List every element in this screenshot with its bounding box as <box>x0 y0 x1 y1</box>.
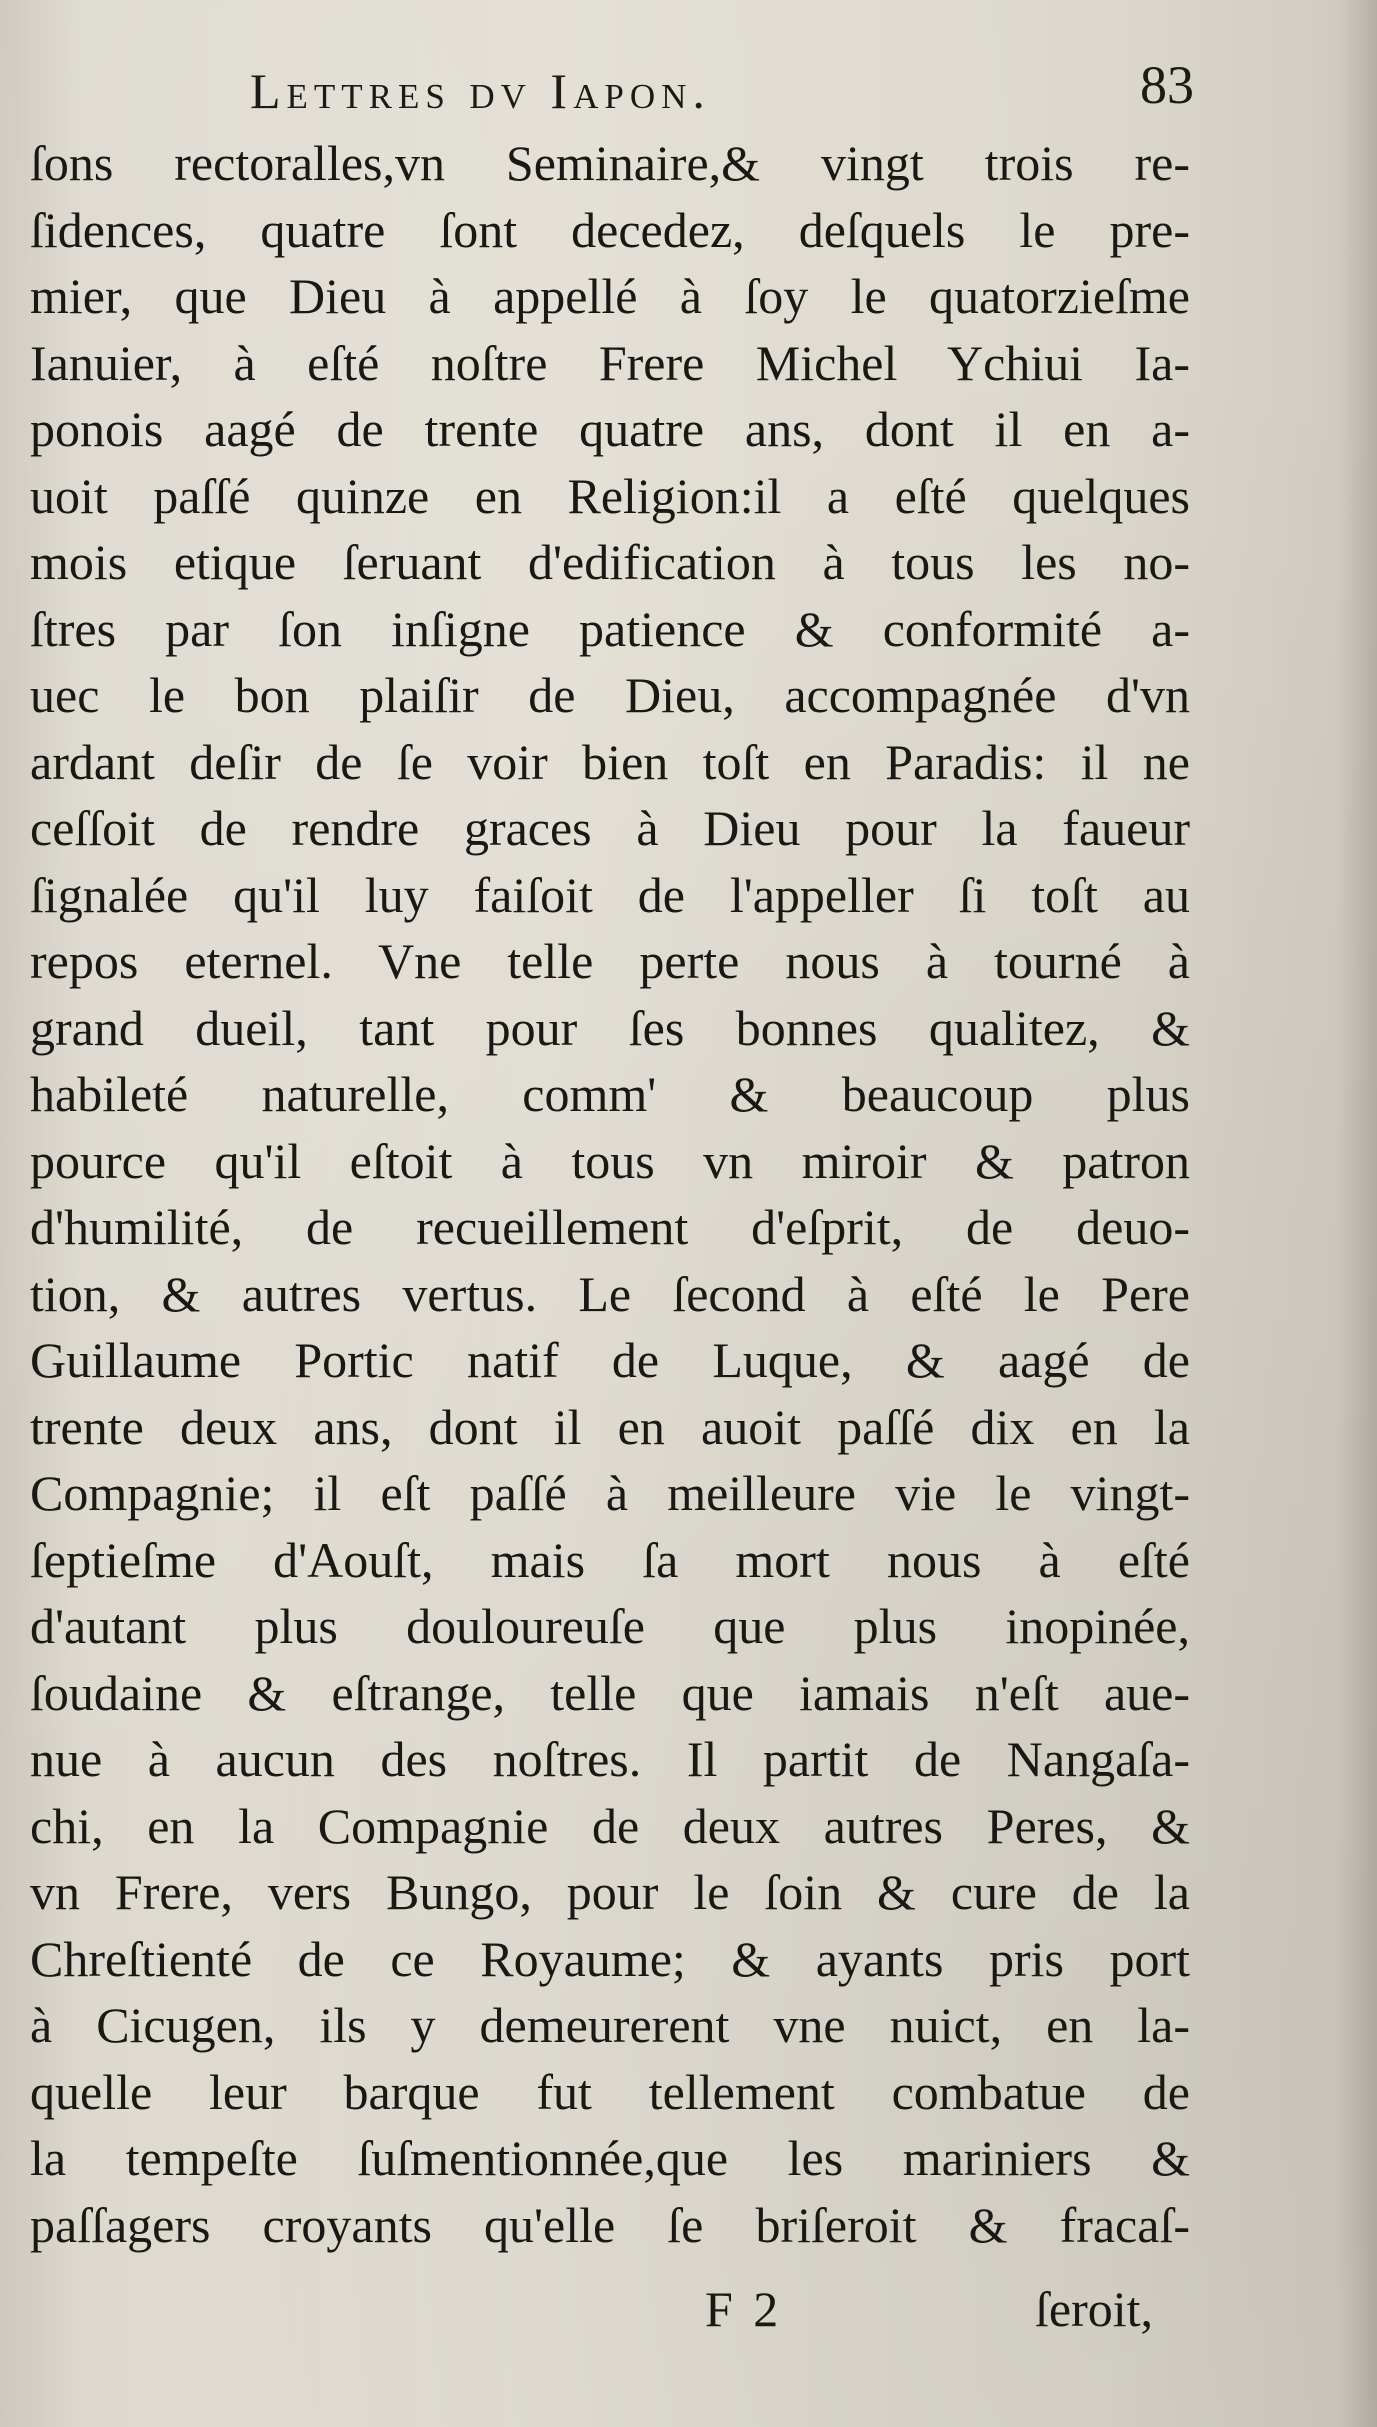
text-line: ſeptieſme d'Aouſt, mais ſa mort nous à eſté <box>30 1531 1190 1588</box>
text-line: ardant deſir de ſe voir bien toſt en Paradis: il ne <box>30 733 1190 790</box>
text-line: ſtres par ſon inſigne patience & conformité a- <box>30 600 1190 657</box>
running-title: Lettres dv Iapon. <box>250 63 711 119</box>
signature-mark: F 2 <box>705 2281 783 2337</box>
text-line: nue à aucun des noſtres. Il partit de Nangaſa- <box>30 1731 1190 1787</box>
text-line: Guillaume Portic natif de Luque, & aagé de <box>30 1332 1190 1388</box>
text-line: ceſſoit de rendre graces à Dieu pour la faueur <box>30 800 1190 856</box>
text-line: ponois aagé de trente quatre ans, dont il en a- <box>30 401 1190 457</box>
text-line: Compagnie; il eſt paſſé à meilleure vie le vingt- <box>30 1465 1190 1521</box>
text-line: uec le bon plaiſir de Dieu, accompagnée d'vn <box>30 667 1190 723</box>
text-line: ſons rectoralles,vn Seminaire,& vingt trois re- <box>30 135 1190 191</box>
text-line: la tempeſte ſuſmentionnée,que les mariniers & <box>30 2130 1190 2186</box>
text-line: tion, & autres vertus. Le ſecond à eſté le Pere <box>30 1265 1190 1322</box>
text-line: habileté naturelle, comm' & beaucoup plus <box>30 1066 1190 1122</box>
text-line: ſoudaine & eſtrange, telle que iamais n'eſt aue- <box>30 1664 1190 1721</box>
body-text <box>30 130 1190 2258</box>
text-line: mier, que Dieu à appellé à ſoy le quatorzieſme <box>30 268 1190 324</box>
text-line: ſignalée qu'il luy faiſoit de l'appeller ſi toſt au <box>30 866 1190 923</box>
text-line: ſidences, quatre ſont decedez, deſquels le pre- <box>30 201 1190 258</box>
page-edge-shadow <box>1337 0 1377 2427</box>
text-line: à Cicugen, ils y demeurerent vne nuict, en la- <box>30 1997 1190 2053</box>
text-line: paſſagers croyants qu'elle ſe briſeroit & fracaſ- <box>30 2196 1190 2253</box>
text-line: d'autant plus douloureuſe que plus inopinée, <box>30 1598 1190 1654</box>
catchword: ſeroit, <box>1035 2281 1154 2337</box>
text-line: Ianuier, à eſté noſtre Frere Michel Ychiui Ia- <box>30 334 1190 391</box>
text-line: repos eternel. Vne telle perte nous à tourné à <box>30 933 1190 989</box>
text-line: chi, en la Compagnie de deux autres Peres, & <box>30 1797 1190 1854</box>
text-line: grand dueil, tant pour ſes bonnes qualitez, & <box>30 999 1190 1056</box>
text-line: pource qu'il eſtoit à tous vn miroir & patron <box>30 1132 1190 1189</box>
page-number: 83 <box>1140 55 1194 115</box>
text-line: mois etique ſeruant d'edification à tous les no- <box>30 534 1190 590</box>
text-line: Chreſtienté de ce Royaume; & ayants pris port <box>30 1930 1190 1987</box>
text-line: uoit paſſé quinze en Religion:il a eſté quelques <box>30 467 1190 524</box>
text-line: vn Frere, vers Bungo, pour le ſoin & cure de la <box>30 1864 1190 1920</box>
text-line: quelle leur barque fut tellement combatue de <box>30 2063 1190 2120</box>
text-line: d'humilité, de recueillement d'eſprit, de deuo- <box>30 1199 1190 1255</box>
page-footer <box>0 2280 1377 2350</box>
running-head <box>0 55 1377 132</box>
text-line: trente deux ans, dont il en auoit paſſé dix en la <box>30 1398 1190 1455</box>
